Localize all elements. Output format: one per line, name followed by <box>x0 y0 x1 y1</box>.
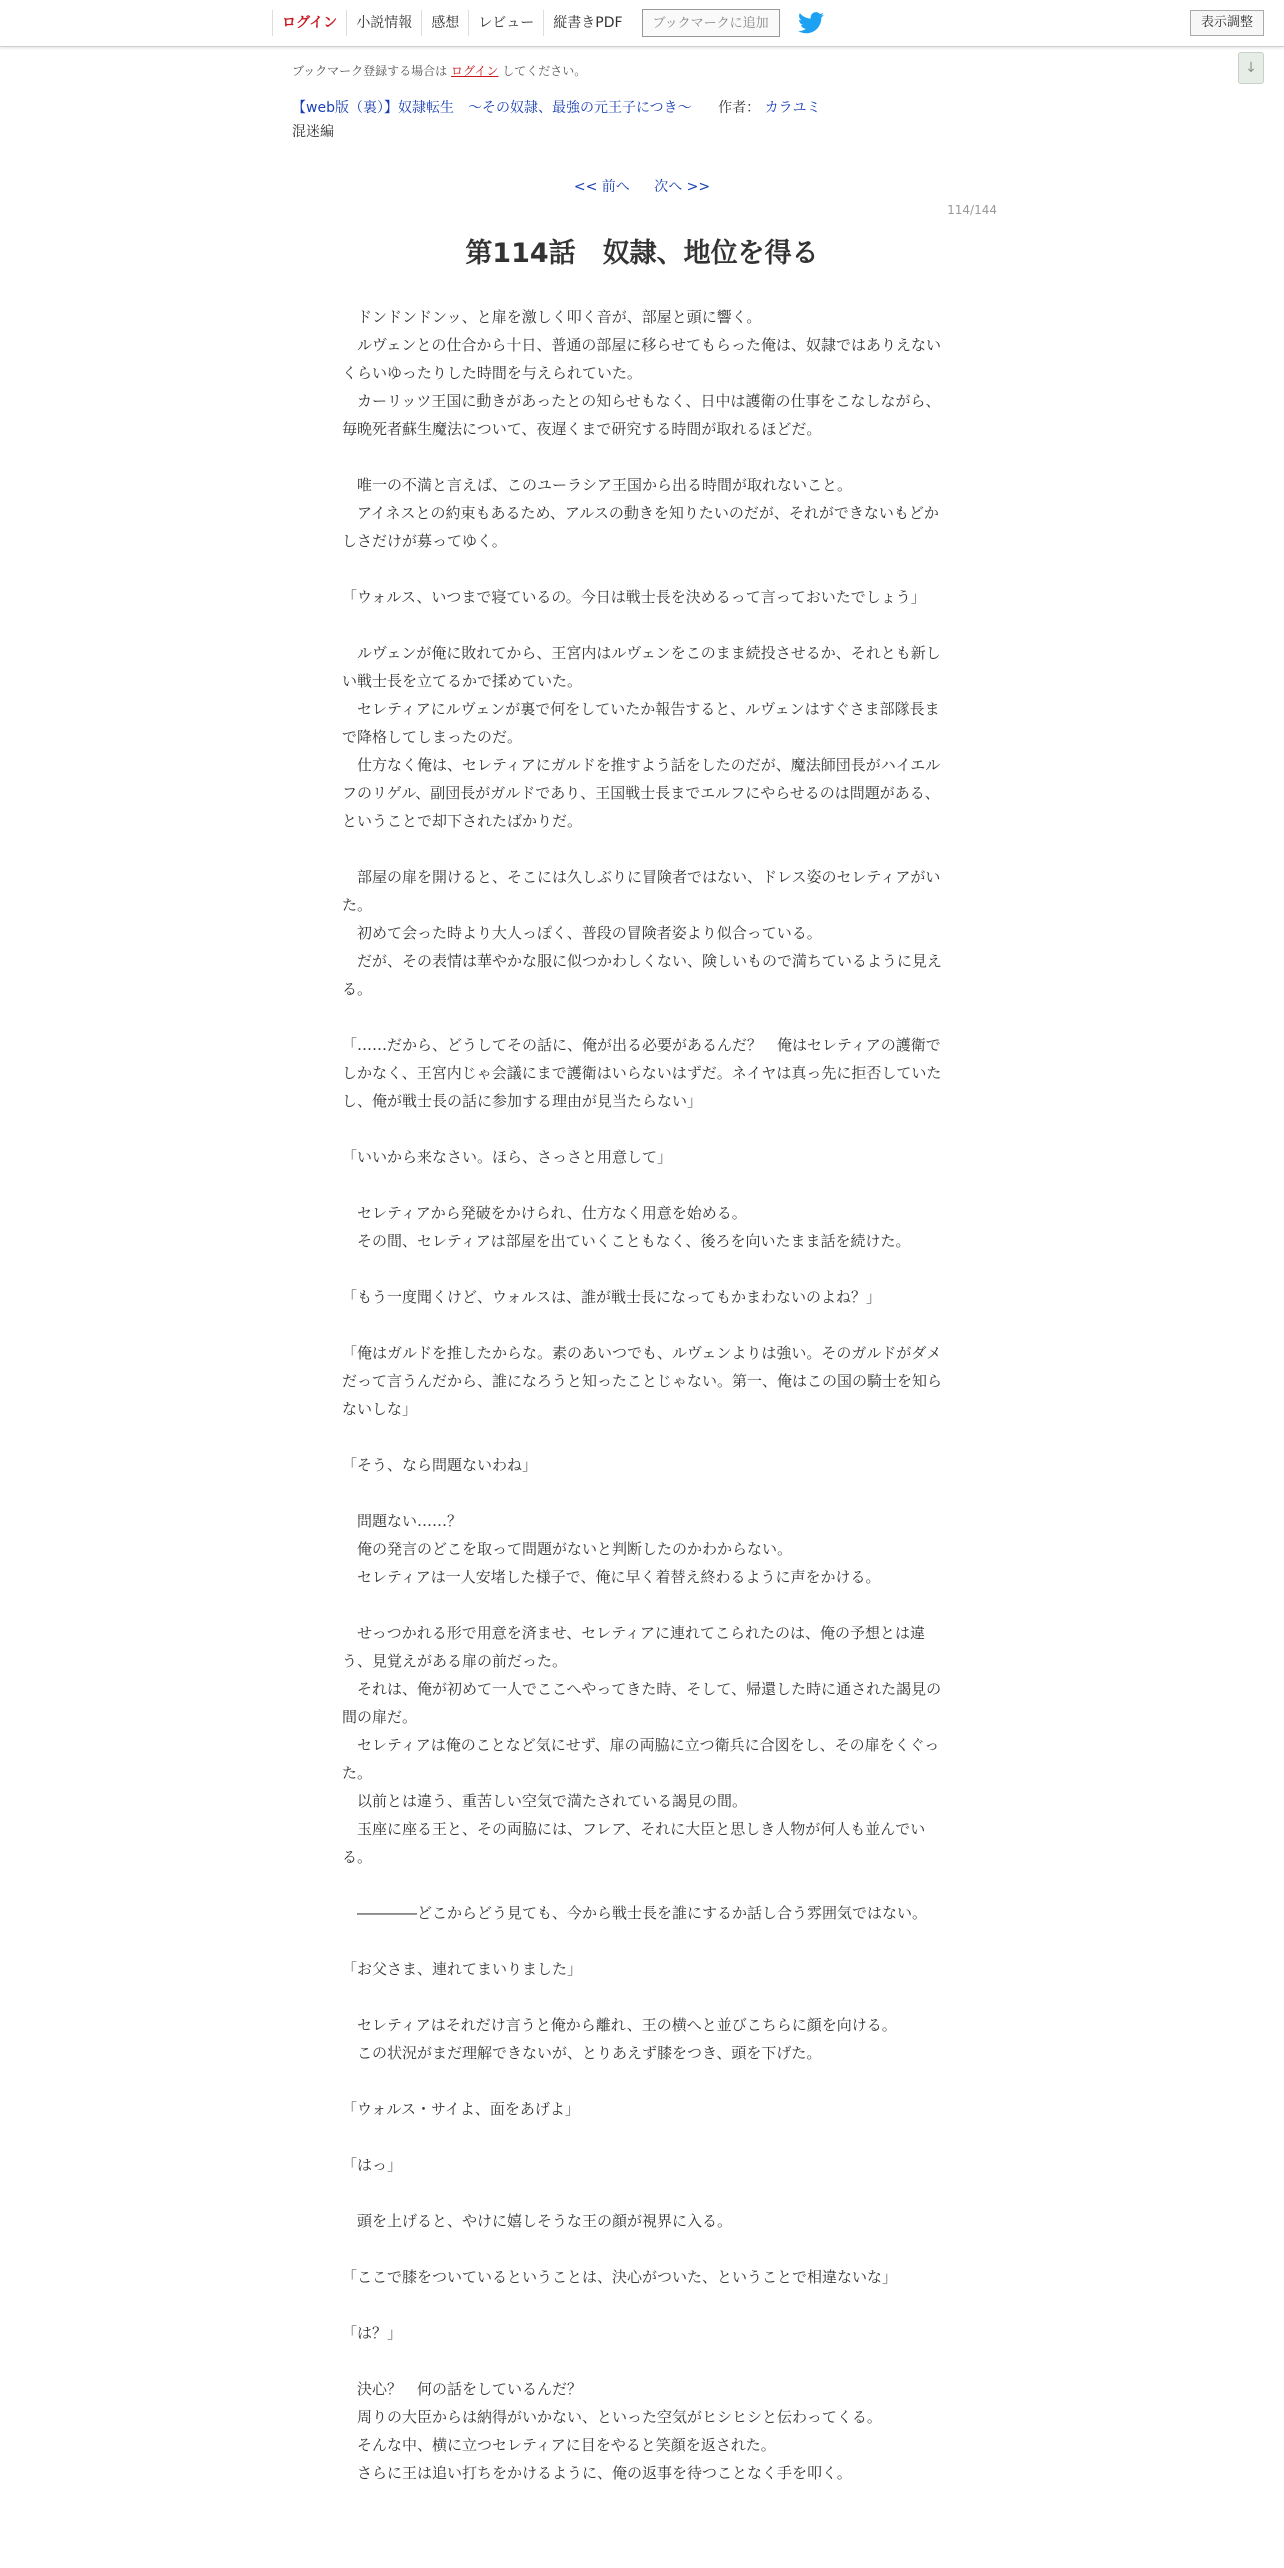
body-paragraph: 唯一の不満と言えば、このユーラシア王国から出る時間が取れないこと。 <box>342 476 853 494</box>
nav-vertical-pdf-link[interactable]: 縦書きPDF <box>543 10 631 36</box>
body-paragraph: 問題ない……？ <box>342 1512 463 1530</box>
top-navigation-bar <box>0 0 1284 47</box>
body-paragraph: 俺の発言のどこを取って問題がないと判断したのかわからない。 <box>342 1540 793 1558</box>
prev-chapter-link[interactable]: << 前へ <box>573 179 630 195</box>
blank-line <box>342 2179 942 2207</box>
blank-line <box>342 443 942 471</box>
author-label: 作者： <box>718 100 761 116</box>
body-paragraph: セレティアは俺のことなど気にせず、扉の両脇に立つ衛兵に合図をし、その扉をくぐった。 <box>342 1736 940 1782</box>
main-nav <box>272 0 824 46</box>
blank-line <box>342 1003 942 1031</box>
bookmark-login-notice <box>292 62 586 79</box>
nav-impressions-link[interactable]: 感想 <box>421 10 468 36</box>
blank-line <box>342 2235 942 2263</box>
blank-line <box>342 555 942 583</box>
blank-line <box>342 1983 942 2011</box>
body-paragraph: さらに王は追い打ちをかけるように、俺の返事を待つことなく手を叩く。 <box>342 2464 852 2482</box>
blank-line <box>342 1591 942 1619</box>
body-paragraph: ドンドンドンッ、と扉を激しく叩く音が、部屋と頭に響く。 <box>342 308 762 326</box>
body-paragraph: 「ウォルス・サイよ、面をあげよ」 <box>342 2100 580 2118</box>
blank-line <box>342 1171 942 1199</box>
body-paragraph: セレティアはそれだけ言うと俺から離れ、王の横へと並びこちらに顔を向ける。 <box>342 2016 897 2034</box>
body-paragraph: アイネスとの約束もあるため、アルスの動きを知りたいのだが、それができないもどかしさだけが募ってゆく。 <box>342 504 939 550</box>
blank-line <box>342 1927 942 1955</box>
blank-line <box>342 2123 942 2151</box>
body-paragraph: 「ここで膝をついているということは、決心がついた、ということで相違ないな」 <box>342 2268 898 2286</box>
body-paragraph: 「俺はガルドを推したからな。素のあいつでも、ルヴェンよりは強い。そのガルドがダメだって言うんだから、誰になろうと知ったことじゃない。第一、俺はこの国の騎士を知らないしな」 <box>342 1344 943 1418</box>
notice-login-link[interactable]: ログイン <box>451 64 499 78</box>
nav-login-link[interactable]: ログイン <box>272 10 346 36</box>
chapter-group-title: 混迷編 <box>292 124 334 140</box>
blank-line <box>342 611 942 639</box>
nav-novel-info-link[interactable]: 小説情報 <box>346 10 421 36</box>
body-paragraph: 「お父さま、連れてまいりました」 <box>342 1960 583 1978</box>
body-paragraph: 「……だから、どうしてその話に、俺が出る必要があるんだ？ 俺はセレティアの護衛でしかなく、王宮内じゃ会議にまで護衛はいらないはずだ。ネイヤは真っ先に拒否していたし、俺が戦士長の話に参加する理由が見当たらない」 <box>342 1036 942 1110</box>
body-paragraph: 「いいから来なさい。ほら、さっさと用意して」 <box>342 1148 673 1166</box>
blank-line <box>342 2067 942 2095</box>
body-paragraph: 部屋の扉を開けると、そこには久しぶりに冒険者ではない、ドレス姿のセレティアがいた。 <box>342 868 941 914</box>
nav-review-link[interactable]: レビュー <box>468 10 543 36</box>
add-bookmark-button[interactable]: ブックマークに追加 <box>642 9 780 37</box>
series-title-link[interactable]: 【web版（裏）】奴隷転生 ～その奴隷、最強の元王子につき～ <box>292 100 692 116</box>
author-link[interactable]: カラユミ <box>764 100 821 116</box>
blank-line <box>342 2291 942 2319</box>
blank-line <box>342 1255 942 1283</box>
blank-line <box>342 1115 942 1143</box>
arrow-down-icon: ↓ <box>1245 60 1257 76</box>
body-paragraph: 「ウォルス、いつまで寝ているの。今日は戦士長を決めるって言っておいたでしょう」 <box>342 588 926 606</box>
body-paragraph: せっつかれる形で用意を済ませ、セレティアに連れてこられたのは、俺の予想とは違う、見覚えがある扉の前だった。 <box>342 1624 926 1670</box>
body-paragraph: ルヴェンが俺に敗れてから、王宮内はルヴェンをこのまま続投させるか、それとも新しい戦士長を立てるかで揉めていた。 <box>342 644 941 690</box>
blank-line <box>342 1871 942 1899</box>
display-settings-button[interactable]: 表示調整 <box>1190 10 1264 36</box>
body-paragraph: カーリッツ王国に動きがあったとの知らせもなく、日中は護衛の仕事をこなしながら、毎晩死者蘇生魔法について、夜遅くまで研究する時間が取れるほどだ。 <box>342 392 941 438</box>
body-paragraph: 「もう一度聞くけど、ウォルスは、誰が戦士長になってもかまわないのよね？」 <box>342 1288 881 1306</box>
body-paragraph: 仕方なく俺は、セレティアにガルドを推すよう話をしたのだが、魔法師団長がハイエルフのリゲル、副団長がガルドであり、王国戦士長までエルフにやらせるのは問題がある、ということで却下されたばかりだ。 <box>342 756 941 830</box>
body-paragraph: だが、その表情は華やかな服に似つかわしくない、険しいもので満ちているように見える。 <box>342 952 942 998</box>
blank-line <box>342 1423 942 1451</box>
blank-line <box>342 835 942 863</box>
body-paragraph: 「はっ」 <box>342 2156 403 2174</box>
blank-line <box>342 2347 942 2375</box>
body-paragraph: セレティアから発破をかけられ、仕方なく用意を始める。 <box>342 1204 747 1222</box>
body-paragraph: 玉座に座る王と、その両脇には、フレア、それに大臣と思しき人物が何人も並んでいる。 <box>342 1820 926 1866</box>
chapter-title: 第114話 奴隷、地位を得る <box>465 238 819 269</box>
body-paragraph: この状況がまだ理解できないが、とりあえず膝をつき、頭を下げた。 <box>342 2044 822 2062</box>
body-paragraph: ルヴェンとの仕合から十日、普通の部屋に移らせてもらった俺は、奴隷ではありえないくらいゆったりした時間を与えられていた。 <box>342 336 941 382</box>
body-paragraph: そんな中、横に立つセレティアに目をやると笑顔を返された。 <box>342 2436 776 2454</box>
blank-line <box>342 1311 942 1339</box>
twitter-icon[interactable] <box>798 12 824 34</box>
scroll-down-button[interactable] <box>1238 52 1264 84</box>
body-paragraph: セレティアにルヴェンが裏で何をしていたか報告すると、ルヴェンはすぐさま部隊長まで降格してしまったのだ。 <box>342 700 940 746</box>
body-paragraph: 「は？」 <box>342 2324 403 2342</box>
body-paragraph: 決心？ 何の話をしているんだ？ <box>342 2380 583 2398</box>
series-header <box>292 97 821 117</box>
notice-text-after: してください。 <box>502 64 587 78</box>
body-paragraph: 以前とは違う、重苦しい空気で満たされている謁見の間。 <box>342 1792 748 1810</box>
blank-line <box>342 1479 942 1507</box>
body-paragraph: ――――どこからどう見ても、今から戦士長を誰にするか話し合う雰囲気ではない。 <box>342 1904 928 1922</box>
notice-text-before: ブックマーク登録する場合は <box>292 64 448 78</box>
body-paragraph: それは、俺が初めて一人でここへやってきた時、そして、帰還した時に通された謁見の間の扉だ。 <box>342 1680 942 1726</box>
next-chapter-link[interactable]: 次へ >> <box>654 179 711 195</box>
chapter-body <box>342 303 942 2487</box>
chapter-pager <box>0 176 1284 196</box>
body-paragraph: 頭を上げると、やけに嬉しそうな王の顔が視界に入る。 <box>342 2212 733 2230</box>
body-paragraph: 初めて会った時より大人っぽく、普段の冒険者姿より似合っている。 <box>342 924 822 942</box>
body-paragraph: 周りの大臣からは納得がいかない、といった空気がヒシヒシと伝わってくる。 <box>342 2408 882 2426</box>
body-paragraph: セレティアは一人安堵した様子で、俺に早く着替え終わるように声をかける。 <box>342 1568 881 1586</box>
body-paragraph: その間、セレティアは部屋を出ていくこともなく、後ろを向いたまま話を続けた。 <box>342 1232 911 1250</box>
page-count: 114/144 <box>947 203 997 217</box>
body-paragraph: 「そう、なら問題ないわね」 <box>342 1456 538 1474</box>
